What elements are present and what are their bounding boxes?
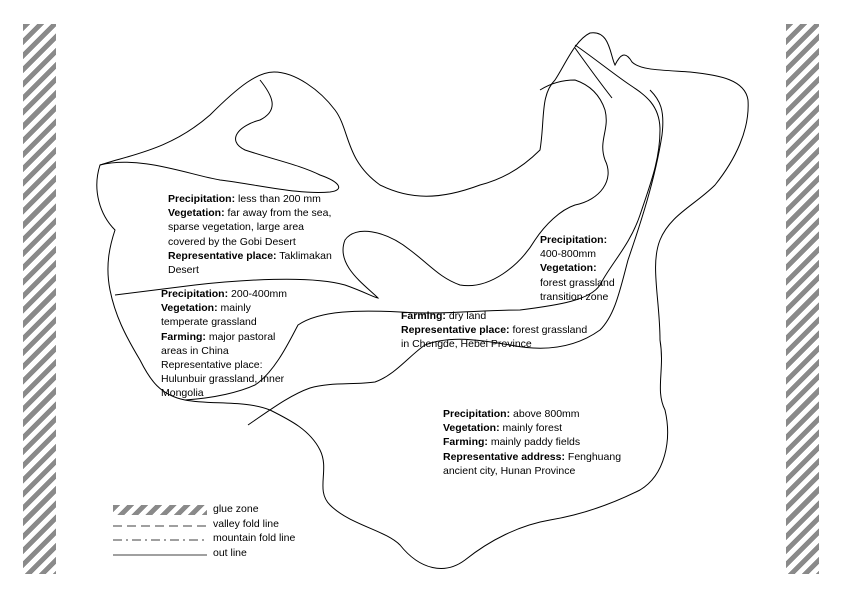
semihumid-precip-label: Precipitation: xyxy=(540,234,608,246)
semiarid-veg-value: mainly xyxy=(217,302,251,315)
humid-farm-value: mainly paddy fields xyxy=(487,436,581,449)
arid-precip-value: less than 200 mm xyxy=(235,193,321,205)
semihumid-farm-label: Farming: xyxy=(401,310,446,322)
zone-arid-text xyxy=(168,192,332,277)
semiarid-veg-line2: temperate grassland xyxy=(161,316,257,329)
semiarid-place-line3: Mongolia xyxy=(161,387,204,400)
humid-precip-label: Precipitation: xyxy=(443,408,511,420)
glue-swatch xyxy=(113,505,207,515)
humid-addr-value: Fenghuang xyxy=(564,450,622,463)
semiarid-place-line1: Representative place: xyxy=(161,359,263,372)
arid-place-line2: Desert xyxy=(168,264,199,277)
semihumid-place-value: forest grassland xyxy=(509,324,588,337)
semiarid-farm-line2: areas in China xyxy=(161,344,229,357)
arid-precip-label: Precipitation: xyxy=(168,193,236,205)
legend-label-glue: glue zone xyxy=(213,503,259,515)
semiarid-veg-label: Vegetation: xyxy=(161,302,218,315)
outline-swatch xyxy=(113,550,207,559)
humid-veg-label: Vegetation: xyxy=(443,422,500,435)
legend-label-valley: valley fold line xyxy=(213,518,279,530)
humid-farm-label: Farming: xyxy=(443,436,488,449)
humid-veg-value: mainly forest xyxy=(499,422,563,435)
inner-fold-north xyxy=(100,80,339,193)
semihumid-place-line2: in Chengde, Hebei Province xyxy=(401,338,532,351)
semiarid-farm-value: major pastoral xyxy=(205,330,276,343)
semiarid-precip-label: Precipitation: xyxy=(161,288,229,300)
arid-veg-line3: covered by the Gobi Desert xyxy=(168,235,296,248)
arid-veg-value: far away from the sea, xyxy=(224,207,332,220)
legend-label-outline: out line xyxy=(213,547,247,559)
humid-addr-line2: ancient city, Hunan Province xyxy=(443,464,576,477)
humid-addr-label: Representative address: xyxy=(443,450,565,463)
semihumid-precip-value: 400-800mm xyxy=(540,248,597,261)
semihumid-veg-label: Vegetation: xyxy=(540,262,597,275)
semiarid-precip-value: 200-400mm xyxy=(228,288,288,300)
zone-semiarid-text xyxy=(161,287,287,401)
valley-fold-swatch xyxy=(113,521,207,530)
semihumid-place-label: Representative place: xyxy=(401,324,510,337)
arid-place-value: Taklimakan xyxy=(276,249,332,262)
mountain-fold-swatch xyxy=(113,535,207,544)
semihumid-veg-line1: forest grassland xyxy=(540,276,615,289)
semihumid-farm-value: dry land xyxy=(445,310,487,322)
zone-semihumid-farming-text xyxy=(401,309,587,352)
semiarid-place-line2: Hulunbuir grassland, Inner xyxy=(161,373,285,386)
arid-veg-line2: sparse vegetation, large area xyxy=(168,221,305,234)
semihumid-veg-line2: transition zone xyxy=(540,290,609,303)
zone-semihumid-text xyxy=(540,233,615,304)
humid-precip-value: above 800mm xyxy=(510,408,580,420)
semiarid-farm-label: Farming: xyxy=(161,330,206,343)
arid-place-label: Representative place: xyxy=(168,249,277,262)
arid-veg-label: Vegetation: xyxy=(168,207,225,220)
legend-label-mountain: mountain fold line xyxy=(213,532,296,544)
zone-humid-text xyxy=(443,407,621,478)
